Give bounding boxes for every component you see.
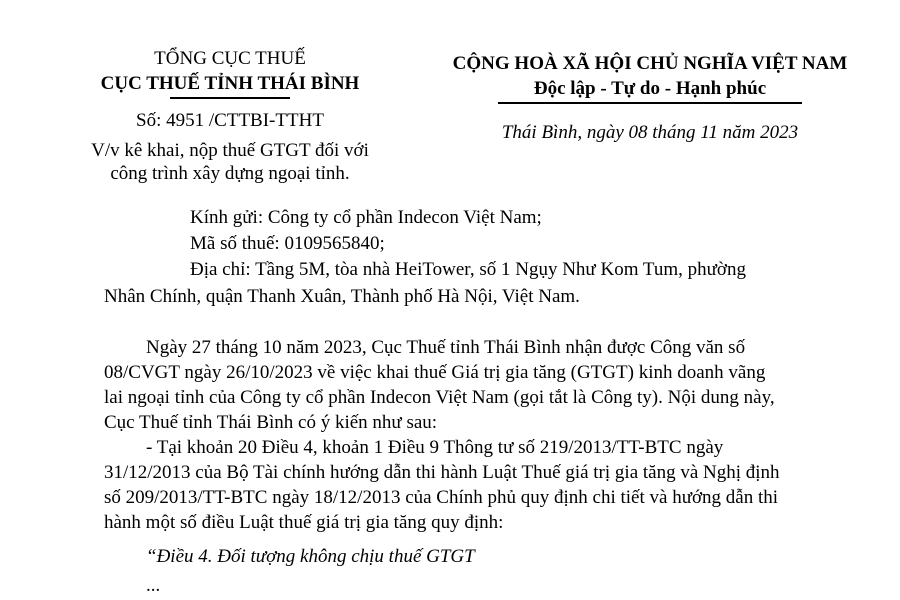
- para2-line-3: số 209/2013/TT-BTC ngày 18/12/2013 của Chính phủ quy định chi tiết và hướng dẫn thi: [104, 487, 779, 508]
- subject-line-2: công trình xây dựng ngoại tỉnh.: [110, 163, 350, 184]
- department-name: CỤC THUẾ TỈNH THÁI BÌNH: [100, 73, 360, 94]
- para1-line-4: Cục Thuế tỉnh Thái Bình có ý kiến như sau:: [104, 412, 438, 433]
- para1-line-1: Ngày 27 tháng 10 năm 2023, Cục Thuế tỉnh Thái Bình nhận được Công văn số: [146, 337, 746, 358]
- recipient-address-line-2: Nhân Chính, quận Thanh Xuân, Thành phố Hà Nội, Việt Nam.: [104, 286, 580, 307]
- recipient-to: Kính gửi: Công ty cổ phần Indecon Việt Nam;: [190, 207, 542, 228]
- country-title: CỘNG HOÀ XÃ HỘI CHỦ NGHĨA VIỆT NAM: [452, 53, 848, 74]
- recipient-address-line-1: Địa chỉ: Tầng 5M, tòa nhà HeiTower, số 1 Ngụy Như Kom Tum, phường: [190, 259, 746, 280]
- document-number: Số: 4951 /CTTBI-TTHT: [136, 110, 324, 131]
- motto-underline: [498, 102, 802, 104]
- para2-line-4: hành một số điều Luật thuế giá trị gia tăng quy định:: [104, 512, 504, 533]
- agency-name: TỔNG CỤC THUẾ: [154, 48, 306, 69]
- department-underline: [170, 97, 290, 99]
- quote-ellipsis: ...: [146, 575, 161, 596]
- para1-line-3: lai ngoại tỉnh của Công ty cổ phần Indecon Việt Nam (gọi tắt là Công ty). Nội dung này,: [104, 387, 775, 408]
- quote-title: “Điều 4. Đối tượng không chịu thuế GTGT: [146, 546, 475, 567]
- national-motto: Độc lập - Tự do - Hạnh phúc: [533, 78, 767, 99]
- para2-line-1: - Tại khoản 20 Điều 4, khoản 1 Điều 9 Thông tư số 219/2013/TT-BTC ngày: [146, 437, 724, 458]
- recipient-tax-code: Mã số thuế: 0109565840;: [190, 233, 385, 254]
- para1-line-2: 08/CVGT ngày 26/10/2023 về việc khai thuế Giá trị gia tăng (GTGT) kinh doanh vãng: [104, 362, 766, 383]
- place-date: Thái Bình, ngày 08 tháng 11 năm 2023: [501, 122, 799, 143]
- para2-line-2: 31/12/2013 của Bộ Tài chính hướng dẫn thi hành Luật Thuế giá trị gia tăng và Nghị định: [104, 462, 780, 483]
- subject-line-1: V/v kê khai, nộp thuế GTGT đối với: [91, 140, 369, 161]
